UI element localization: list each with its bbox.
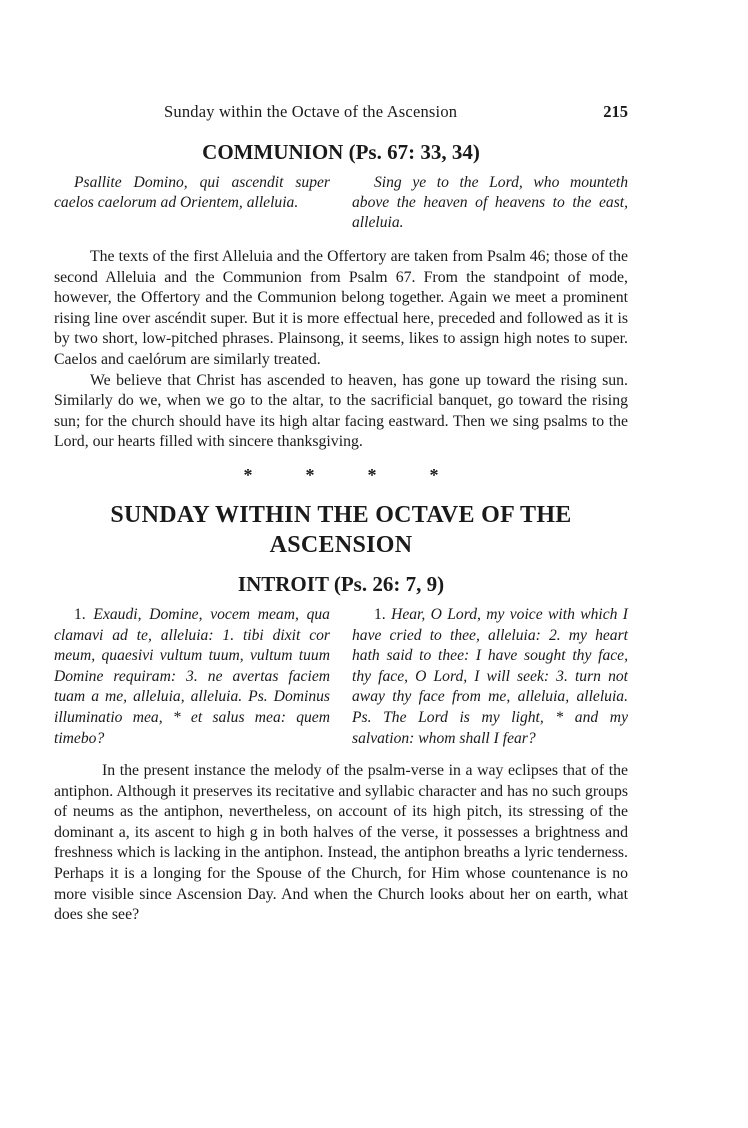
communion-heading xyxy=(54,140,628,165)
section-separator xyxy=(54,465,628,486)
introit-english-number: 1. xyxy=(374,605,386,623)
communion-title: COMMUNION xyxy=(202,140,344,164)
communion-latin: Psallite Domino, qui ascendit super caelos caelorum ad Orientem, alleluia. xyxy=(54,174,330,211)
book-page xyxy=(54,98,628,926)
introit-latin xyxy=(54,605,330,749)
introit-heading xyxy=(54,572,628,597)
introit-english xyxy=(352,605,628,749)
communion-reference: (Ps. 67: 33, 34) xyxy=(348,140,480,164)
running-title: Sunday within the Octave of the Ascension xyxy=(164,102,458,121)
section-title xyxy=(54,500,628,560)
introit-latin-text: Exaudi, Domine, vocem meam, qua clamavi ad te, alleluia: 1. tibi dixit cor meum, quaesivi vultum tuum, vultum tuum Domine requiram: 3. ne avertas faciem tuam a me, alleluia, alleluia. Ps. Dominus illuminatio mea, * et salus mea: quem timebo? xyxy=(54,605,330,747)
introit-title: INTROIT xyxy=(237,571,329,596)
section-title-line-1: SUNDAY WITHIN THE OCTAVE OF THE xyxy=(110,501,572,528)
running-head xyxy=(54,98,628,124)
introit-text-columns xyxy=(54,605,628,749)
closing-paragraph: In the present instance the melody of the psalm-verse in a way eclipses that of the antiphon. Although it preserves its recitative and syllabic character and has no such groups of neums as the antiphon, nevertheless, on account of its high pitch, its stressing of the dominant a, its ascent to high g in both halves of the verse, it possesses a brightness and freshness which is lacking in the antiphon. Instead, the antiphon breaths a lyric tenderness. Perhaps it is a longing for the Spouse of the Church, for Him whose countenance is no more visible since Ascension Day. And when the Church looks about her on earth, what does she see? xyxy=(54,762,628,924)
page-number: 215 xyxy=(603,102,628,121)
section-title-line-2: ASCENSION xyxy=(269,531,413,558)
communion-text-columns xyxy=(54,173,628,233)
separator-star: * xyxy=(367,464,377,485)
introit-reference: (Ps. 26: 7, 9) xyxy=(333,571,445,596)
separator-star: * xyxy=(305,464,315,485)
introit-latin-number: 1. xyxy=(74,605,86,623)
communion-english: Sing ye to the Lord, who mounteth above the heaven of heavens to the east, alleluia. xyxy=(352,174,628,231)
separator-star: * xyxy=(243,464,253,485)
commentary-paragraph-2: We believe that Christ has ascended to heaven, has gone up toward the rising sun. Similarly do we, when we go to the altar, to the sacrificial banquet, go toward the rising sun; for the church should have its high altar facing eastward. Then we sing psalms to the Lord, our hearts filled with sincere thanksgiving. xyxy=(54,371,628,451)
introit-english-text: Hear, O Lord, my voice with which I have cried to thee, alleluia: 2. my heart hath said to thee: I have sought thy face, thy face, O Lord, I will seek: 3. turn not away thy face from me, alleluia, alleluia. Ps. The Lord is my light, * and my salvation: whom shall I fear? xyxy=(352,605,628,747)
separator-star: * xyxy=(429,464,439,485)
commentary-paragraph-1: The texts of the first Alleluia and the Offertory are taken from Psalm 46; those of the second Alleluia and the Communion from Psalm 67. From the standpoint of mode, however, the Offertory and the Communion belong together. Again we meet a prominent rising line over ascéndit super. But it is more effectual here, preceded and followed as it is by two short, low-pitched phrases. Plainsong, it seems, likes to assign high notes to super. Caelos and caelórum are similarly treated. xyxy=(54,248,628,368)
